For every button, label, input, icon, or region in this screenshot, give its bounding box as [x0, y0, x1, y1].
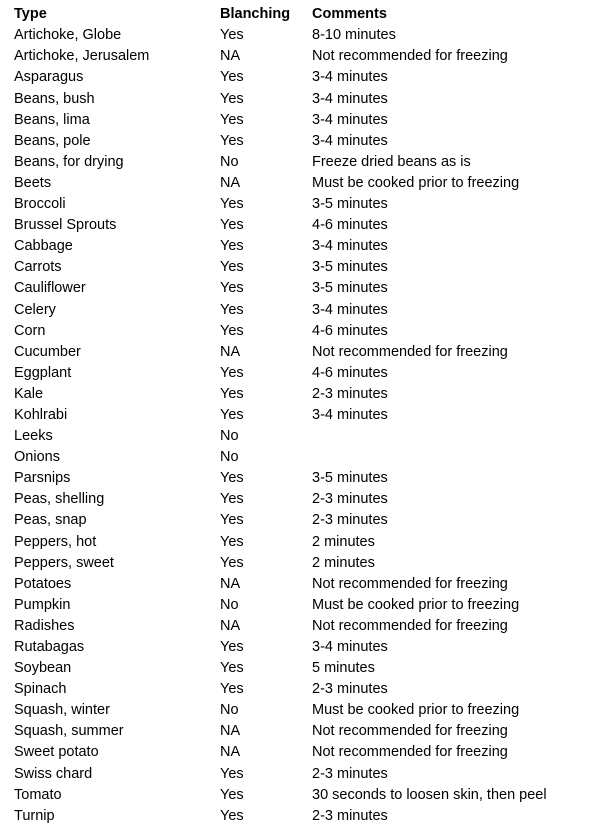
cell-blanching: No — [220, 702, 239, 719]
cell-comments: Not recommended for freezing — [312, 48, 508, 65]
cell-blanching: Yes — [220, 470, 244, 487]
cell-type: Kohlrabi — [14, 406, 68, 423]
cell-blanching: NA — [220, 575, 241, 592]
cell-comments: 30 seconds to loosen skin, then peel — [312, 786, 547, 803]
cell-comments: 2 minutes — [312, 533, 375, 550]
cell-comments: 4-6 minutes — [312, 322, 388, 339]
cell-blanching: Yes — [220, 512, 244, 529]
cell-blanching: Yes — [220, 111, 244, 128]
cell-type: Spinach — [14, 681, 67, 698]
table-row — [6, 320, 600, 341]
table-row — [6, 573, 600, 594]
table-row — [6, 299, 600, 320]
table-body — [6, 25, 600, 827]
table-row — [6, 152, 600, 173]
table-row — [6, 489, 600, 510]
cell-blanching: NA — [220, 723, 241, 740]
table-row — [6, 363, 600, 384]
table-row — [6, 236, 600, 257]
table-row — [6, 405, 600, 426]
table-row — [6, 25, 600, 46]
cell-type: Artichoke, Jerusalem — [14, 48, 150, 65]
table-row — [6, 679, 600, 700]
table-row — [6, 341, 600, 362]
cell-comments — [308, 426, 600, 447]
cell-type: Brussel Sprouts — [14, 217, 117, 234]
cell-type: Celery — [14, 301, 56, 318]
column-header-blanching: Blanching — [220, 6, 291, 23]
cell-comments: 3-4 minutes — [312, 639, 388, 656]
cell-blanching: NA — [220, 744, 241, 761]
cell-blanching: Yes — [220, 132, 244, 149]
cell-type: Cucumber — [14, 343, 81, 360]
table-row — [6, 616, 600, 637]
table-row — [6, 658, 600, 679]
cell-type: Sweet potato — [14, 744, 99, 761]
table-row — [6, 763, 600, 784]
cell-blanching: Yes — [220, 681, 244, 698]
cell-blanching: Yes — [220, 217, 244, 234]
cell-comments: 3-4 minutes — [312, 111, 388, 128]
table-row — [6, 447, 600, 468]
cell-blanching: NA — [220, 48, 241, 65]
cell-type: Eggplant — [14, 364, 72, 381]
table-row — [6, 468, 600, 489]
cell-blanching: NA — [220, 343, 241, 360]
cell-type: Asparagus — [14, 69, 84, 86]
cell-comments: Not recommended for freezing — [312, 744, 508, 761]
cell-comments: 2-3 minutes — [312, 681, 388, 698]
cell-comments: Not recommended for freezing — [312, 575, 508, 592]
cell-comments: 5 minutes — [312, 660, 375, 677]
cell-type: Kale — [14, 385, 44, 402]
cell-comments: Not recommended for freezing — [312, 723, 508, 740]
table-row — [6, 130, 600, 151]
table-row — [6, 215, 600, 236]
vegetable-blanching-table — [6, 4, 600, 827]
cell-type: Squash, winter — [14, 702, 110, 719]
cell-type: Beans, for drying — [14, 153, 124, 170]
table-header-row — [6, 4, 600, 25]
table-row — [6, 531, 600, 552]
table-row — [6, 784, 600, 805]
table-row — [6, 426, 600, 447]
cell-type: Turnip — [14, 807, 55, 824]
cell-blanching: Yes — [220, 69, 244, 86]
cell-blanching: Yes — [220, 259, 244, 276]
cell-comments: 3-5 minutes — [312, 280, 388, 297]
cell-blanching: Yes — [220, 786, 244, 803]
table-row — [6, 700, 600, 721]
column-header-comments: Comments — [312, 6, 387, 23]
table-row — [6, 552, 600, 573]
cell-type: Parsnips — [14, 470, 71, 487]
cell-comments: 3-4 minutes — [312, 132, 388, 149]
cell-type: Corn — [14, 322, 46, 339]
cell-type: Onions — [14, 449, 60, 466]
cell-type: Beans, pole — [14, 132, 91, 149]
cell-type: Artichoke, Globe — [14, 27, 122, 44]
cell-comments: 3-5 minutes — [312, 259, 388, 276]
cell-comments: 3-5 minutes — [312, 196, 388, 213]
cell-blanching: Yes — [220, 90, 244, 107]
cell-blanching: Yes — [220, 765, 244, 782]
table-row — [6, 805, 600, 826]
cell-comments: Not recommended for freezing — [312, 343, 508, 360]
cell-blanching: Yes — [220, 322, 244, 339]
cell-blanching: Yes — [220, 196, 244, 213]
cell-type: Broccoli — [14, 196, 66, 213]
cell-blanching: NA — [220, 174, 241, 191]
cell-type: Peas, shelling — [14, 491, 105, 508]
cell-type: Pumpkin — [14, 596, 71, 613]
cell-type: Peppers, sweet — [14, 554, 114, 571]
cell-comments: 2 minutes — [312, 554, 375, 571]
column-header-type: Type — [14, 6, 47, 23]
cell-comments: Must be cooked prior to freezing — [312, 174, 520, 191]
cell-type: Peas, snap — [14, 512, 87, 529]
cell-comments: Must be cooked prior to freezing — [312, 596, 520, 613]
cell-comments: Freeze dried beans as is — [312, 153, 471, 170]
table-row — [6, 173, 600, 194]
cell-type: Squash, summer — [14, 723, 124, 740]
cell-type: Beans, lima — [14, 111, 90, 128]
cell-blanching: No — [220, 428, 239, 445]
table-row — [6, 88, 600, 109]
cell-blanching: No — [220, 449, 239, 466]
cell-comments: 4-6 minutes — [312, 364, 388, 381]
cell-blanching: No — [220, 596, 239, 613]
cell-blanching: Yes — [220, 27, 244, 44]
cell-comments: 2-3 minutes — [312, 807, 388, 824]
cell-type: Peppers, hot — [14, 533, 97, 550]
cell-blanching: Yes — [220, 639, 244, 656]
cell-comments: 2-3 minutes — [312, 385, 388, 402]
cell-comments: 3-4 minutes — [312, 90, 388, 107]
cell-blanching: Yes — [220, 660, 244, 677]
cell-blanching: Yes — [220, 807, 244, 824]
table-row — [6, 278, 600, 299]
table-header — [6, 4, 600, 25]
cell-comments: 3-4 minutes — [312, 406, 388, 423]
cell-type: Cabbage — [14, 238, 73, 255]
cell-type: Cauliflower — [14, 280, 86, 297]
cell-comments: 3-4 minutes — [312, 238, 388, 255]
table-row — [6, 257, 600, 278]
cell-type: Soybean — [14, 660, 72, 677]
cell-blanching: No — [220, 153, 239, 170]
cell-blanching: Yes — [220, 364, 244, 381]
cell-blanching: Yes — [220, 533, 244, 550]
cell-comments — [308, 447, 600, 468]
table-row — [6, 742, 600, 763]
cell-comments: 2-3 minutes — [312, 512, 388, 529]
cell-blanching: Yes — [220, 280, 244, 297]
cell-comments: 8-10 minutes — [312, 27, 396, 44]
table-row — [6, 510, 600, 531]
cell-blanching: Yes — [220, 238, 244, 255]
cell-comments: 3-4 minutes — [312, 301, 388, 318]
cell-comments: 2-3 minutes — [312, 765, 388, 782]
cell-blanching: Yes — [220, 406, 244, 423]
cell-type: Swiss chard — [14, 765, 93, 782]
table-row — [6, 67, 600, 88]
cell-type: Rutabagas — [14, 639, 85, 656]
cell-type: Radishes — [14, 617, 75, 634]
cell-blanching: Yes — [220, 554, 244, 571]
table-row — [6, 637, 600, 658]
cell-comments: Must be cooked prior to freezing — [312, 702, 520, 719]
cell-blanching: Yes — [220, 301, 244, 318]
cell-blanching: Yes — [220, 491, 244, 508]
cell-comments: 3-5 minutes — [312, 470, 388, 487]
cell-comments: 2-3 minutes — [312, 491, 388, 508]
table-row — [6, 721, 600, 742]
cell-type: Potatoes — [14, 575, 72, 592]
cell-comments: 4-6 minutes — [312, 217, 388, 234]
cell-blanching: Yes — [220, 385, 244, 402]
table-row — [6, 595, 600, 616]
cell-type: Leeks — [14, 428, 53, 445]
table-row — [6, 194, 600, 215]
table-row — [6, 46, 600, 67]
cell-blanching: NA — [220, 617, 241, 634]
cell-type: Beans, bush — [14, 90, 95, 107]
cell-type: Tomato — [14, 786, 62, 803]
table-row — [6, 109, 600, 130]
table-row — [6, 384, 600, 405]
cell-comments: 3-4 minutes — [312, 69, 388, 86]
cell-type: Carrots — [14, 259, 62, 276]
cell-type: Beets — [14, 174, 52, 191]
cell-comments: Not recommended for freezing — [312, 617, 508, 634]
